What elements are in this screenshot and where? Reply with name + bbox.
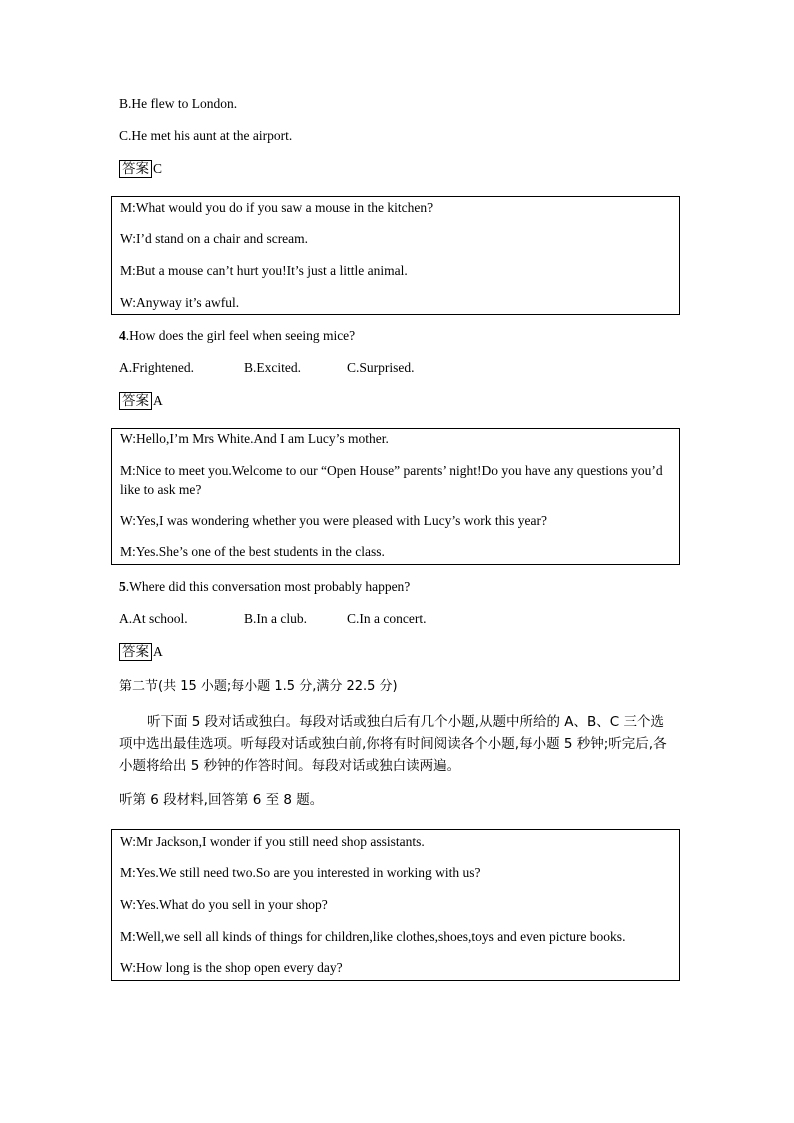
answer-tag: 答案 [119,643,152,661]
dialog-line: W:How long is the shop open every day? [120,960,343,975]
dialog-line: W:Mr Jackson,I wonder if you still need shop assistants. [120,834,425,849]
dialog-line: W:Yes.What do you sell in your shop? [120,897,328,912]
answer-tag: 答案 [119,392,152,410]
dialog-line: W:Hello,I’m Mrs White.And I am Lucy’s mother. [120,431,389,446]
dialog-box-6 [111,829,680,981]
dialog-line: M:Well,we sell all kinds of things for children,like clothes,shoes,toys and even picture books. [120,929,626,944]
dialog-line: M:Yes.She’s one of the best students in the class. [120,544,385,559]
answer-tag: 答案 [119,160,152,178]
answer-value: A [153,644,163,659]
q3-answer [119,160,162,178]
question-text: .Where did this conversation most probably happen? [125,579,411,594]
material-note: 听第 6 段材料,回答第 6 至 8 题。 [119,792,324,808]
answer-value: A [153,393,163,408]
section-2-heading: 第二节(共 15 小题;每小题 1.5 分,满分 22.5 分) [119,679,398,694]
answer-value: C [153,161,163,176]
dialog-line: M:But a mouse can’t hurt you!It’s just a little animal. [120,263,408,278]
dialog-line: M:Nice to meet you.Welcome to our “Open House” parents’ night!Do you have any questions you’d like to ask me? [120,463,663,497]
question-text: .How does the girl feel when seeing mice? [125,328,356,343]
dialog-box-5 [111,428,680,565]
q3-option-b: B.He flew to London. [119,96,238,111]
dialog-line: W:Yes,I was wondering whether you were pleased with Lucy’s work this year? [120,513,548,528]
q5-answer [119,643,163,661]
q4-question [119,327,355,345]
q5-option-c: C.In a concert. [347,611,427,626]
q4-option-a: A.Frightened. [119,360,194,375]
question-number: 4 [119,328,126,343]
section-2-instructions: 听下面 5 段对话或独白。每段对话或独白后有几个小题,从题中所给的 A、B、C 三个选项中选出最佳选项。听每段对话或独白前,你将有时间阅读各个小题,每小题 5 秒钟;听完后,各小题将给出 5 秒钟的作答时间。每段对话或独白读两遍。 [119,714,667,774]
q5-option-a: A.At school. [119,611,188,626]
q3-option-c: C.He met his aunt at the airport. [119,128,293,143]
dialog-line: W:Anyway it’s awful. [120,295,240,310]
q4-option-b: B.Excited. [244,360,301,375]
dialog-line: M:Yes.We still need two.So are you interested in working with us? [120,865,481,880]
dialog-line: M:What would you do if you saw a mouse in the kitchen? [120,200,434,215]
dialog-line: W:I’d stand on a chair and scream. [120,231,309,246]
question-number: 5 [119,579,126,594]
q4-option-c: C.Surprised. [347,360,415,375]
q5-option-b: B.In a club. [244,611,307,626]
dialog-box-4 [111,196,680,315]
q4-answer [119,392,163,410]
q5-question [119,578,410,596]
